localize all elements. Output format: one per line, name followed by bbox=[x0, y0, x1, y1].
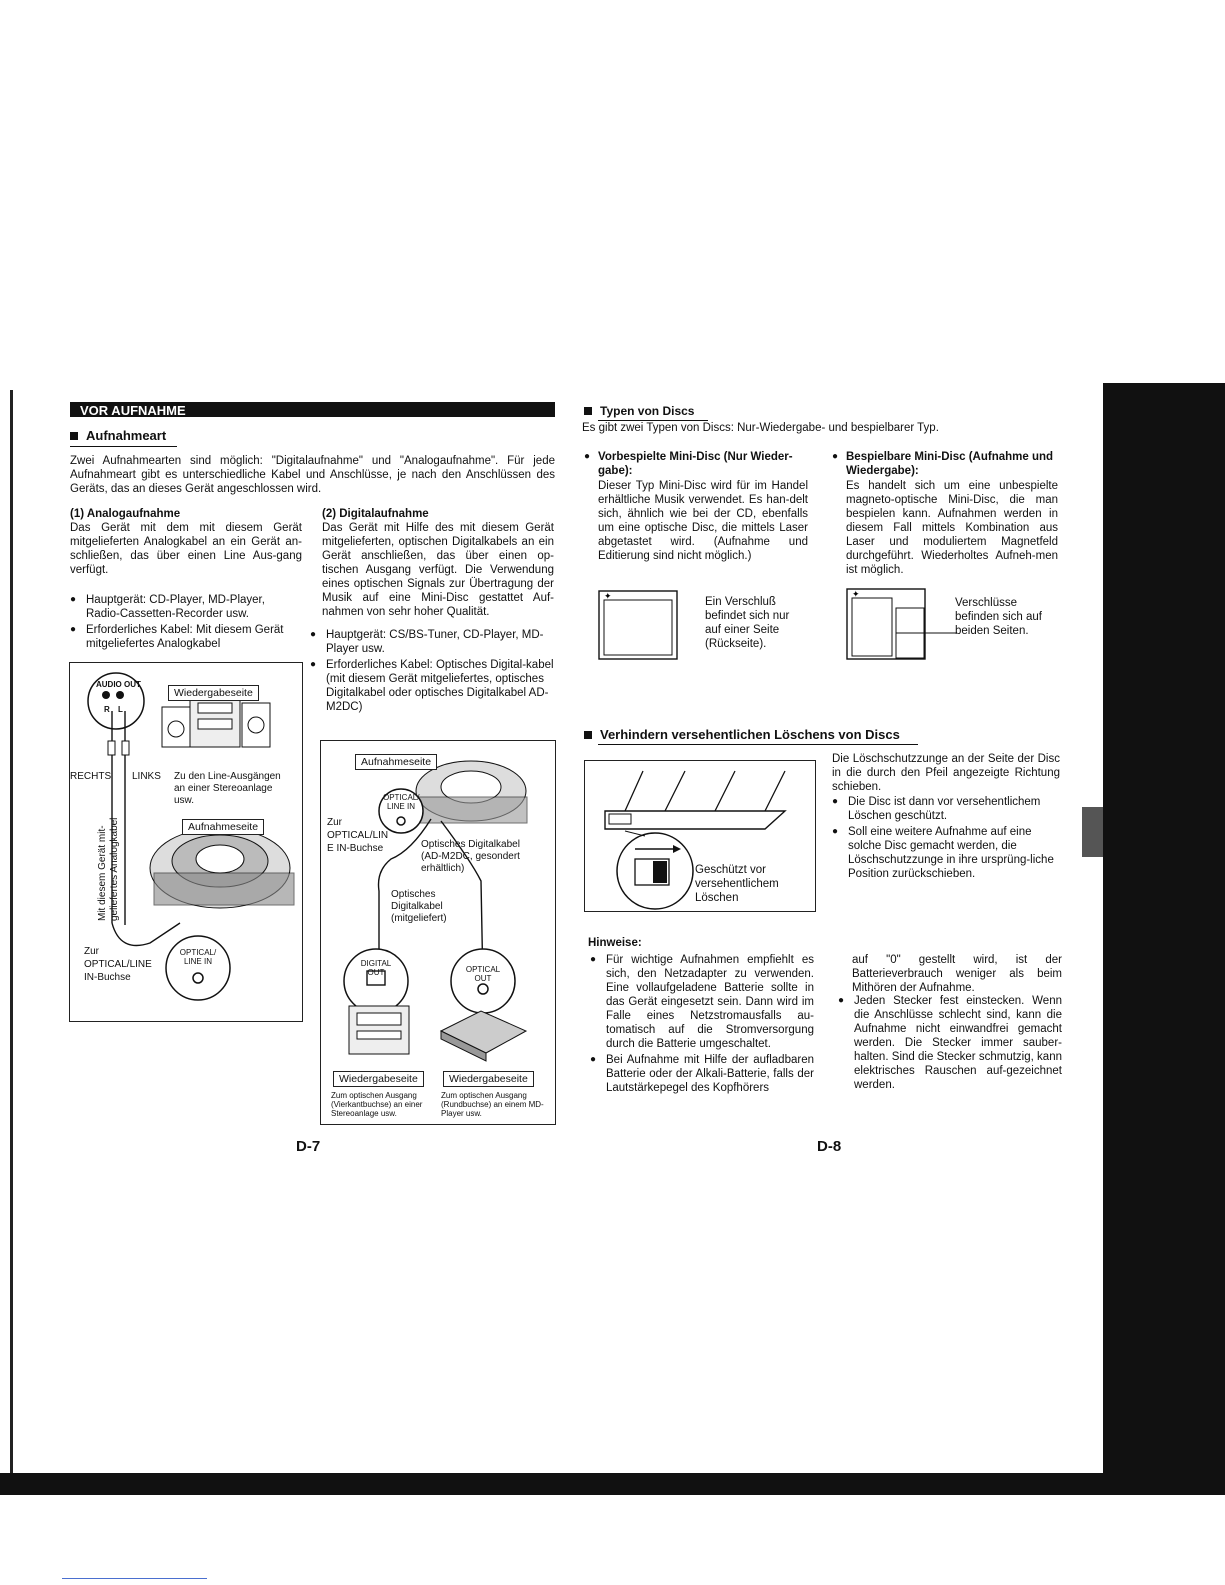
section-underline bbox=[598, 744, 918, 745]
zur-label: Zur bbox=[327, 817, 342, 828]
erase-protection-figure bbox=[584, 760, 816, 912]
square-bullet-icon bbox=[584, 731, 592, 739]
playback-side-label: Wiedergabeseite bbox=[168, 685, 259, 701]
caption-round-jack: Zum optischen Ausgang (Rundbuchse) an einem MD-Player usw. bbox=[441, 1091, 544, 1118]
square-bullet-icon bbox=[584, 407, 592, 415]
section-title-aufnahmeart: Aufnahmeart bbox=[70, 428, 166, 443]
recordable-text: Es handelt sich um eine unbespielte magneto-optische Mini-Disc, die man bespielen kann. Aufnahmen werden in diesem Fall mittels Kombination aus Laser und moduliertem Magnetfeld durchgeführt. Wiederholtes Aufneh-men ist möglich. bbox=[846, 480, 1058, 576]
bullet-icon: ● bbox=[584, 451, 591, 462]
r-label: R bbox=[104, 705, 110, 714]
thumb-tab bbox=[1082, 807, 1103, 857]
cable-vertical-label: Mit diesem Gerät mit-geliefertes Analogkabel bbox=[97, 817, 120, 921]
optical-lin-label: OPTICAL/LIN bbox=[327, 830, 389, 841]
optical-line-label: OPTICAL/LINE bbox=[84, 959, 152, 970]
audio-out-label: AUDIO OUT bbox=[96, 680, 141, 689]
erase-bullets bbox=[832, 795, 1060, 883]
page-number-right: D-8 bbox=[817, 1138, 842, 1155]
single-shutter-disc-diagram bbox=[598, 590, 680, 662]
recordable-heading: ● Bespielbare Mini-Disc (Aufnahme und Wiedergabe): bbox=[832, 451, 1054, 477]
list-item: ● Hauptgerät: CS/BS-Tuner, CD-Player, MD-Player usw. bbox=[310, 628, 554, 656]
in-buchse-label: IN-Buchse bbox=[84, 972, 131, 983]
analog-heading: (1) Analogaufnahme bbox=[70, 508, 181, 520]
links-label: LINKS bbox=[132, 771, 161, 782]
hints-title: Hinweise: bbox=[588, 937, 642, 949]
intro-paragraph: Zwei Aufnahmearten sind möglich: "Digitalaufnahme" und "Analogaufnahme". Für jede Aufnahmeart gibt es unterschiedliche Kabel und Anschlüsse, je nach den Anschlüssen des Geräts, das an dieses Gerät angeschlossen wird. bbox=[70, 455, 555, 495]
erase-text: Die Löschschutzzunge an der Seite der Disc in die durch den Pfeil angezeigte Richtung schieben. bbox=[832, 753, 1060, 793]
caption-square-jack: Zum optischen Ausgang (Vierkantbuchse) an einer Stereoanlage usw. bbox=[331, 1091, 423, 1118]
digital-heading: (2) Digitalaufnahme bbox=[322, 508, 429, 520]
list-item: ● Jeden Stecker fest einstecken. Wenn die Anschlüsse schlecht sind, kann die Aufnahme nicht einwandfrei gemacht werden. Die Stecker immer sauber-halten. Sind die Stecker schmutzig, kann elektrisches Rauschen auf-gezeichnet werden. bbox=[838, 994, 1062, 1092]
analog-connection-figure bbox=[69, 662, 303, 1022]
prerecorded-heading: ● Vorbespielte Mini-Disc (Nur Wieder-gabe): bbox=[584, 451, 793, 477]
l-label: L bbox=[118, 705, 123, 714]
list-item: ● Hauptgerät: CD-Player, MD-Player, Radio-Cassetten-Recorder usw. bbox=[70, 593, 302, 621]
double-shutter-note: Verschlüsse befinden sich auf beiden Seiten. bbox=[955, 597, 1042, 637]
list-item: ● Erforderliches Kabel: Optisches Digital-kabel (mit diesem Gerät mitgeliefertes, optisches Digitalkabel oder optisches Digitalkabel AD-M2DC) bbox=[310, 658, 554, 714]
list-item: ● Soll eine weitere Aufnahme auf eine solche Disc gemacht werden, die Löschschutzzunge in ihre ursprüng-liche Position zurückschieben. bbox=[832, 825, 1060, 881]
section-underline bbox=[70, 446, 177, 447]
prerecorded-text: Dieser Typ Mini-Disc wird für im Handel erhältliche Musik verwendet. Es han-delt sich, ähnlich wie bei der CD, ebenfalls um eine optische Disc, die mittels Laser abgetastet wird. (Aufnahme und Editierung sind nicht möglich.) bbox=[598, 480, 808, 562]
playback-side-label-1: Wiedergabeseite bbox=[333, 1071, 424, 1087]
list-item: ● Die Disc ist dann vor versehentlichem Löschen geschützt. bbox=[832, 795, 1060, 823]
record-side-label: Aufnahmeseite bbox=[355, 754, 437, 770]
single-shutter-note: Ein Verschluß befindet sich nur auf einer Seite (Rückseite). bbox=[705, 596, 790, 650]
chapter-banner bbox=[70, 402, 555, 417]
section-title-disc-types: Typen von Discs bbox=[584, 404, 694, 418]
page-number-left: D-7 bbox=[296, 1138, 321, 1155]
bullet-icon: ● bbox=[832, 451, 839, 462]
optional-cable-note: Optisches Digitalkabel (AD-M2DC, gesondert erhältlich) bbox=[421, 839, 520, 874]
list-item: ● Bei Aufnahme mit Hilfe der aufladbaren Batterie oder der Alkali-Batterie, falls der Lautstärkepegel des Kopfhörers bbox=[590, 1053, 814, 1095]
digital-bullets bbox=[310, 628, 554, 716]
analog-bullets bbox=[70, 593, 302, 653]
bottom-blue-line bbox=[62, 1578, 207, 1579]
section-title-erase-protection: Verhindern versehentlichen Löschens von Discs bbox=[584, 727, 900, 742]
left-edge-bar bbox=[10, 390, 13, 1490]
optical-line-in-label: OPTICAL/ LINE IN bbox=[383, 793, 420, 811]
svg-text:✦: ✦ bbox=[604, 592, 612, 602]
optical-out-label: OPTICAL OUT bbox=[465, 965, 501, 983]
list-item: ● Für wichtige Aufnahmen empfiehlt es sich, den Netzadapter zu verwenden. Eine vollaufgeladene Batterie sollte in das Gerät eingesetzt sein. Dann wird im Falle eines Netzstromausfalls au-tomatisch auf die Stromversorgung durch die Batterie umgeschaltet. bbox=[590, 953, 814, 1051]
list-item: ● Erforderliches Kabel: Mit diesem Gerät mitgeliefertes Analogkabel bbox=[70, 623, 302, 651]
double-shutter-disc-diagram bbox=[846, 588, 958, 662]
playback-side-label-2: Wiedergabeseite bbox=[443, 1071, 534, 1087]
analog-text: Das Gerät mit dem mit diesem Gerät mitgelieferten Analogkabel an ein Gerät an-schließen, das über einen Line Aus-gang verfügt. bbox=[70, 522, 302, 576]
svg-text:✦: ✦ bbox=[852, 590, 860, 600]
digital-connection-figure bbox=[320, 740, 556, 1125]
chapter-banner-title: VOR AUFNAHME bbox=[80, 403, 186, 418]
right-black-band bbox=[1103, 383, 1225, 1495]
zur-label: Zur bbox=[84, 946, 99, 957]
record-side-label: Aufnahmeseite bbox=[182, 819, 264, 835]
hints-col2-continuation: auf "0" gestellt wird, ist der Batterieverbrauch weniger als beim Mithören der Aufnahme. bbox=[852, 954, 1062, 994]
hints-col2 bbox=[838, 994, 1062, 1094]
line-out-note: Zu den Line-Ausgängen an einer Stereoanlage usw. bbox=[174, 771, 281, 806]
erase-figure-note: Geschützt vor versehentlichem Löschen bbox=[695, 864, 779, 904]
hints-col1 bbox=[590, 953, 814, 1097]
e-in-buchse-label: E IN-Buchse bbox=[327, 843, 384, 854]
digital-out-label: DIGITAL OUT bbox=[360, 959, 392, 977]
supplied-cable-note: Optisches Digitalkabel (mitgeliefert) bbox=[391, 889, 447, 924]
digital-figure-art bbox=[321, 741, 555, 1124]
rechts-label: RECHTS bbox=[70, 771, 112, 782]
digital-text: Das Gerät mit Hilfe des mit diesem Gerät mitgelieferten, optischen Digitalkabels an ein Gerät anschließen, das über einen op-tischen Ausgang verfügt. Die Verwendung eines optischen Signals zur Übertragung der Musik auf eine Mini-Disc gestattet Auf-nahmen von sehr hoher Qualität. bbox=[322, 522, 554, 618]
bottom-black-band bbox=[0, 1473, 1225, 1495]
types-intro: Es gibt zwei Typen von Discs: Nur-Wiedergabe- und bespielbarer Typ. bbox=[582, 422, 939, 434]
square-bullet-icon bbox=[70, 432, 78, 440]
optical-line-in-label: OPTICAL/ LINE IN bbox=[179, 948, 217, 966]
